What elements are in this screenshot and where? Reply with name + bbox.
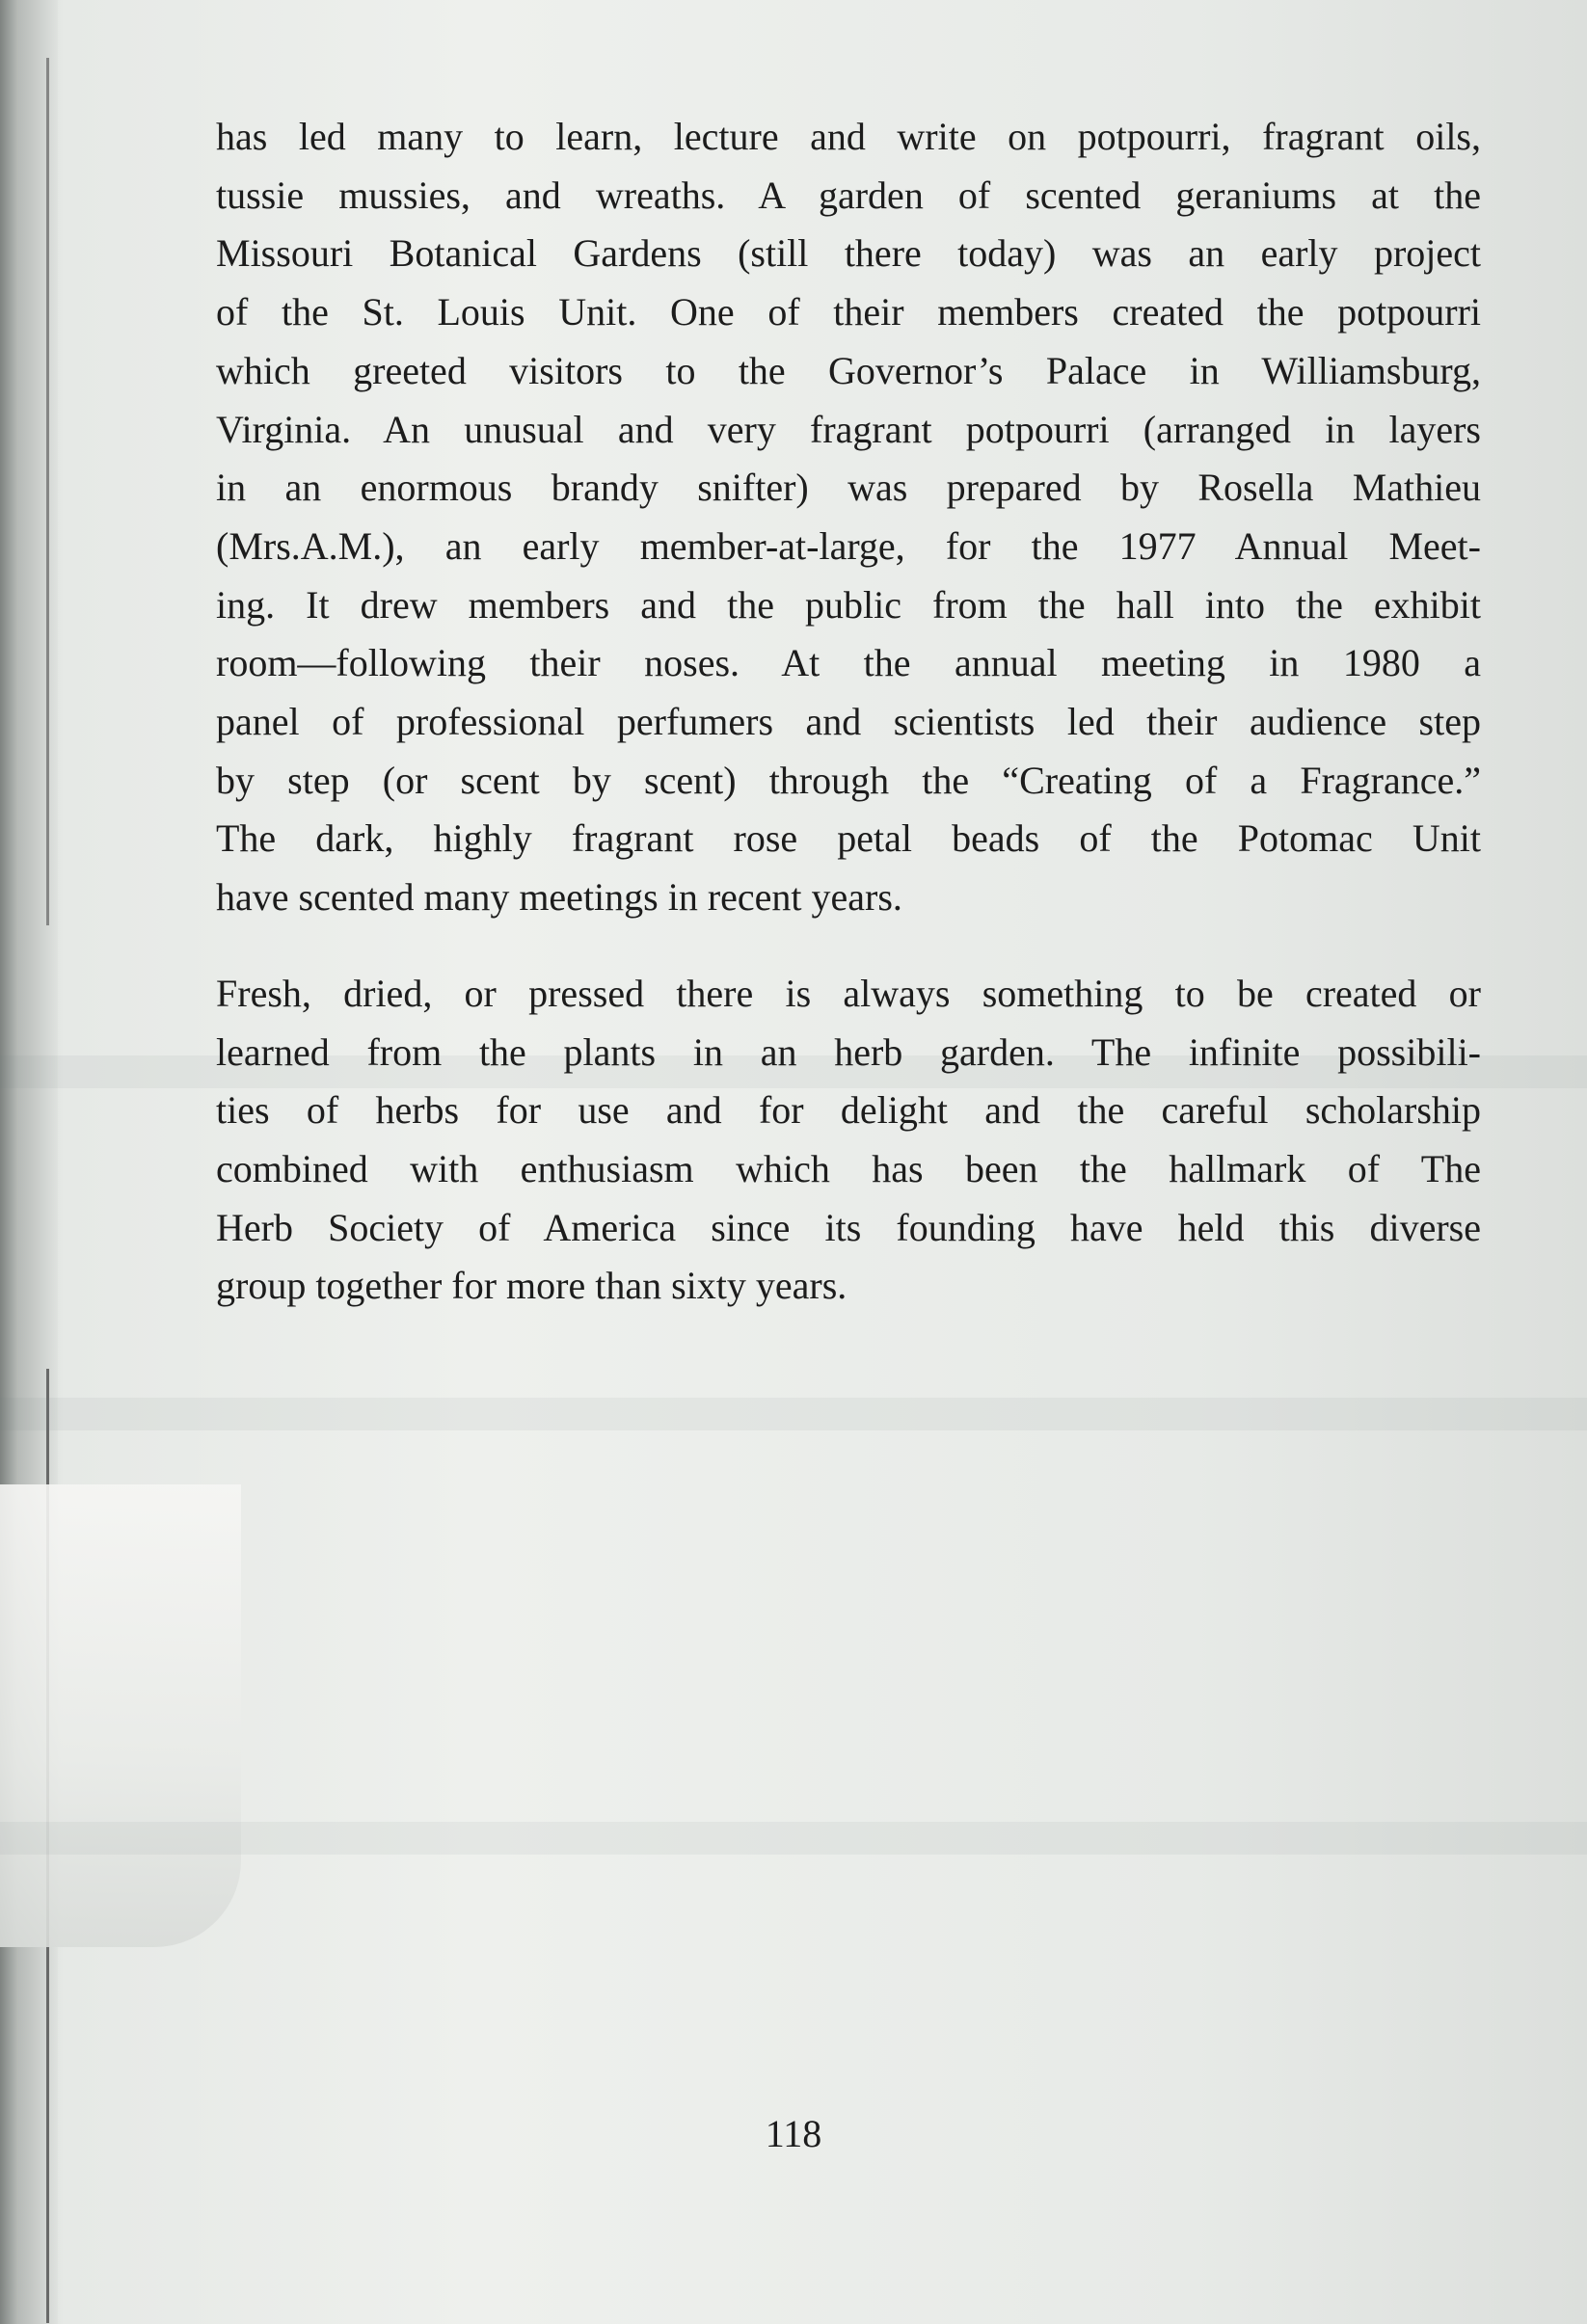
turned-page-corner: [0, 1484, 241, 1947]
page-number: 118: [765, 2112, 822, 2155]
bleed-through-shadow: [0, 1398, 1587, 1430]
text-line: Herb Society of America since its founding have held this diverse: [216, 1205, 1481, 1249]
text-line: have scented many meetings in recent years.: [216, 875, 902, 920]
text-line: combined with enthusiasm which has been the hallmark of The: [216, 1146, 1481, 1190]
text-line: Fresh, dried, or pressed there is always something to be created or: [216, 971, 1481, 1015]
paragraph-1: [216, 108, 1481, 927]
text-line: by step (or scent by scent) through the “Creating of a Fragrance.”: [216, 758, 1481, 802]
bleed-through-shadow: [0, 1822, 1587, 1855]
text-line: panel of professional perfumers and scientists led their audience step: [216, 700, 1481, 744]
text-line: room—following their noses. At the annual meeting in 1980 a: [216, 641, 1481, 685]
text-line: tussie mussies, and wreaths. A garden of scented geraniums at the: [216, 173, 1481, 217]
text-line: ties of herbs for use and for delight and the careful scholarship: [216, 1088, 1481, 1133]
binding-shadow-line: [46, 58, 49, 925]
paragraph-2: [216, 965, 1481, 1316]
page-binding-edge: [0, 0, 58, 2324]
text-line: ing. It drew members and the public from the hall into the exhibit: [216, 582, 1481, 627]
text-line: in an enormous brandy snifter) was prepared by Rosella Mathieu: [216, 466, 1481, 510]
text-line: The dark, highly fragrant rose petal beads of the Potomac Unit: [216, 816, 1481, 861]
text-line: (Mrs.A.M.), an early member-at-large, for the 1977 Annual Meet-: [216, 523, 1481, 568]
text-line: Virginia. An unusual and very fragrant potpourri (arranged in layers: [216, 407, 1481, 451]
text-line: of the St. Louis Unit. One of their members created the potpourri: [216, 290, 1481, 334]
text-line: which greeted visitors to the Governor’s Palace in Williamsburg,: [216, 348, 1481, 392]
text-line: learned from the plants in an herb garden. The infinite possibili-: [216, 1029, 1481, 1074]
text-line: Missouri Botanical Gardens (still there today) was an early project: [216, 231, 1481, 276]
text-line: has led many to learn, lecture and write on potpourri, fragrant oils,: [216, 115, 1481, 158]
body-text: [216, 108, 1481, 1316]
text-line: group together for more than sixty years.: [216, 1264, 847, 1308]
